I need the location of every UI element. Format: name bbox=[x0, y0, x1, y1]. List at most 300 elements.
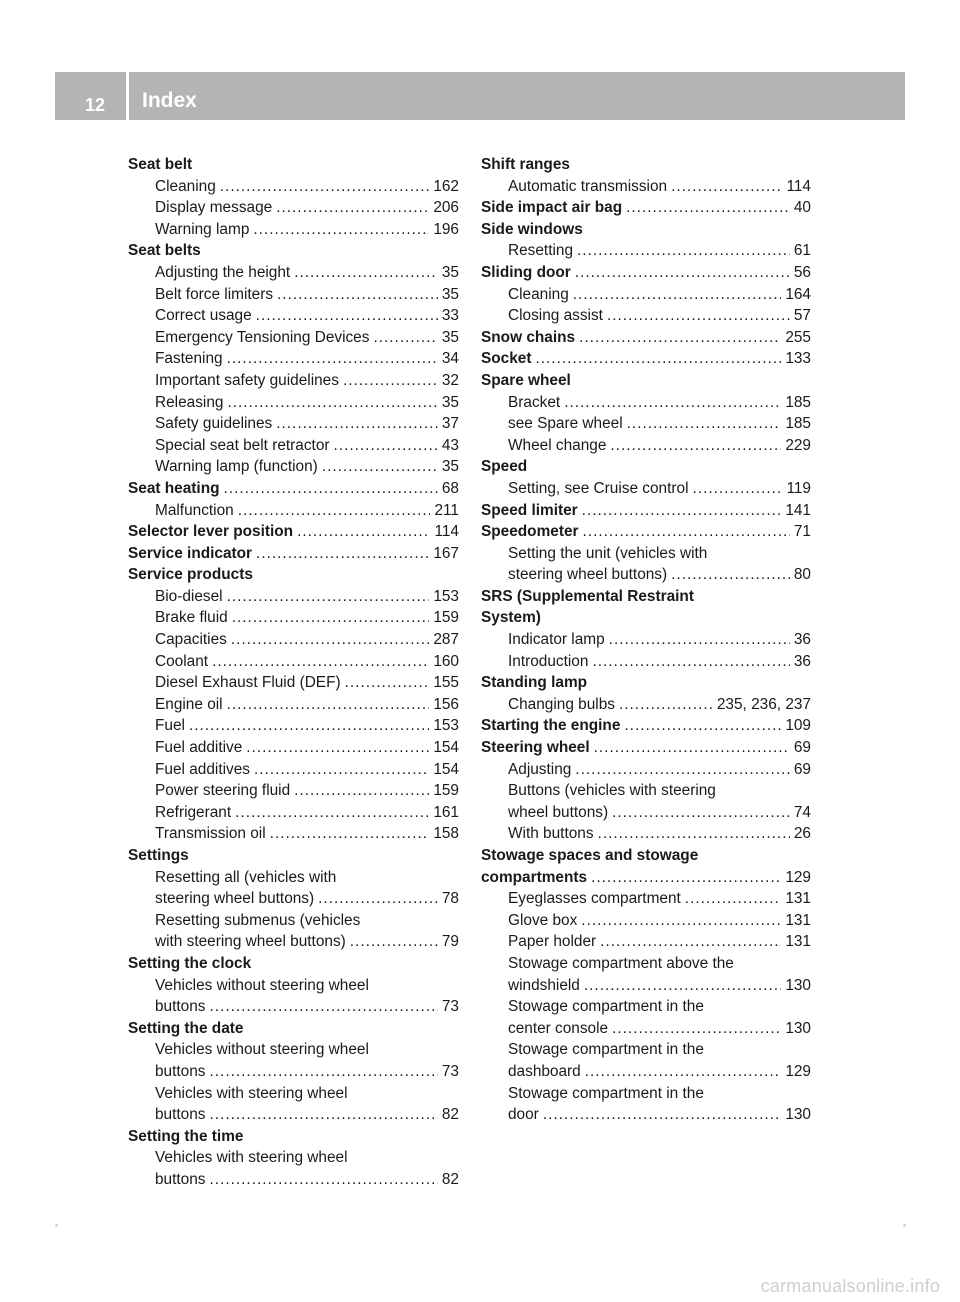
index-subentry bbox=[481, 975, 811, 997]
index-entry bbox=[481, 737, 811, 759]
index-subentry bbox=[128, 1104, 459, 1126]
index-subentry bbox=[481, 759, 811, 781]
index-entry bbox=[481, 456, 811, 478]
page-reference: 43 bbox=[441, 436, 459, 454]
dot-leader bbox=[543, 1104, 782, 1126]
dot-leader bbox=[210, 1061, 438, 1083]
index-entry bbox=[481, 500, 811, 522]
index-subentry bbox=[481, 1018, 811, 1040]
index-subentry bbox=[128, 1169, 459, 1191]
entry-text: Coolant bbox=[155, 652, 209, 670]
page-header bbox=[55, 72, 905, 120]
dot-leader bbox=[573, 284, 782, 306]
index-subentry bbox=[128, 737, 459, 759]
dot-leader bbox=[277, 284, 438, 306]
entry-text: Fuel additive bbox=[155, 739, 243, 757]
entry-text: System) bbox=[481, 609, 541, 627]
index-column-left bbox=[128, 154, 459, 1191]
index-subentry bbox=[481, 910, 811, 932]
page-reference: 160 bbox=[433, 652, 459, 670]
entry-text: Buttons (vehicles with steering bbox=[508, 782, 716, 800]
page-reference: 109 bbox=[785, 717, 811, 735]
dot-leader bbox=[535, 348, 781, 370]
index-entry bbox=[481, 154, 811, 176]
index-entry bbox=[128, 154, 459, 176]
dot-leader bbox=[224, 478, 438, 500]
page-reference: 73 bbox=[441, 1062, 459, 1080]
dot-leader bbox=[297, 521, 430, 543]
entry-text: with steering wheel buttons) bbox=[155, 933, 346, 951]
index-subentry bbox=[481, 931, 811, 953]
page-reference: 211 bbox=[434, 501, 459, 519]
index-subentry bbox=[128, 456, 459, 478]
index-subentry bbox=[128, 348, 459, 370]
entry-text: Wheel change bbox=[508, 436, 607, 454]
dot-leader bbox=[322, 456, 438, 478]
index-subentry bbox=[481, 780, 811, 802]
entry-text: Capacities bbox=[155, 631, 227, 649]
index-subentry bbox=[128, 1147, 459, 1169]
index-subentry bbox=[128, 284, 459, 306]
index-subentry bbox=[128, 262, 459, 284]
entry-text: dashboard bbox=[508, 1062, 581, 1080]
index-subentry bbox=[481, 651, 811, 673]
entry-text: Eyeglasses compartment bbox=[508, 890, 681, 908]
index-subentry bbox=[128, 715, 459, 737]
index-subentry bbox=[128, 931, 459, 953]
entry-text: Starting the engine bbox=[481, 717, 621, 735]
index-subentry bbox=[128, 823, 459, 845]
entry-text: Brake fluid bbox=[155, 609, 228, 627]
index-entry bbox=[481, 370, 811, 392]
entry-text: door bbox=[508, 1106, 539, 1124]
page-reference: 35 bbox=[441, 393, 459, 411]
index-subentry bbox=[128, 413, 459, 435]
index-entry bbox=[481, 867, 811, 889]
page-reference: 235, 236, 237 bbox=[716, 695, 811, 713]
dot-leader bbox=[256, 543, 429, 565]
page-reference: 255 bbox=[785, 328, 811, 346]
dot-leader bbox=[276, 197, 429, 219]
entry-text: buttons bbox=[155, 1170, 206, 1188]
page-reference: 154 bbox=[433, 760, 459, 778]
entry-text: Stowage compartment in the bbox=[508, 998, 704, 1016]
page-reference: 129 bbox=[785, 868, 811, 886]
dot-leader bbox=[227, 694, 430, 716]
dot-leader bbox=[626, 197, 790, 219]
entry-text: Vehicles without steering wheel bbox=[155, 976, 369, 994]
index-subentry bbox=[481, 240, 811, 262]
dot-leader bbox=[256, 305, 438, 327]
index-subentry bbox=[481, 1104, 811, 1126]
entry-text: Bio-diesel bbox=[155, 587, 223, 605]
entry-text: Vehicles with steering wheel bbox=[155, 1149, 348, 1167]
dot-leader bbox=[693, 478, 783, 500]
page-reference: 34 bbox=[441, 350, 459, 368]
page-reference: 131 bbox=[785, 911, 811, 929]
entry-text: Display message bbox=[155, 199, 273, 217]
entry-text: Side windows bbox=[481, 220, 583, 238]
dot-leader bbox=[609, 629, 790, 651]
entry-text: Resetting bbox=[508, 242, 574, 260]
index-subentry bbox=[481, 543, 811, 565]
entry-text: Stowage compartment above the bbox=[508, 954, 734, 972]
dot-leader bbox=[612, 802, 790, 824]
index-subentry bbox=[128, 759, 459, 781]
entry-text: Vehicles with steering wheel bbox=[155, 1084, 348, 1102]
index-entry bbox=[481, 219, 811, 241]
entry-text: see Spare wheel bbox=[508, 415, 623, 433]
entry-text: Seat heating bbox=[128, 479, 220, 497]
dot-leader bbox=[318, 888, 438, 910]
header-divider bbox=[126, 72, 129, 120]
page-reference: 159 bbox=[433, 609, 459, 627]
entry-text: Service products bbox=[128, 566, 253, 584]
dot-leader bbox=[600, 931, 781, 953]
dot-leader bbox=[238, 500, 431, 522]
page-reference: 71 bbox=[793, 523, 811, 541]
entry-text: Emergency Tensioning Devices bbox=[155, 328, 370, 346]
page-reference: 57 bbox=[793, 307, 811, 325]
dot-leader bbox=[246, 737, 429, 759]
page-reference: 82 bbox=[441, 1106, 459, 1124]
index-subentry bbox=[481, 1083, 811, 1105]
page-reference: 35 bbox=[441, 458, 459, 476]
entry-text: Standing lamp bbox=[481, 674, 588, 692]
dot-leader bbox=[231, 629, 429, 651]
entry-text: Transmission oil bbox=[155, 825, 266, 843]
entry-text: Cleaning bbox=[508, 285, 569, 303]
page-reference: 36 bbox=[793, 631, 811, 649]
entry-text: Belt force limiters bbox=[155, 285, 274, 303]
index-subentry bbox=[128, 219, 459, 241]
dot-leader bbox=[577, 240, 790, 262]
index-entry bbox=[481, 607, 811, 629]
dot-leader bbox=[564, 392, 781, 414]
entry-text: Stowage compartment in the bbox=[508, 1084, 704, 1102]
index-subentry bbox=[481, 176, 811, 198]
dot-leader bbox=[253, 219, 429, 241]
page-reference: 68 bbox=[441, 479, 459, 497]
index-subentry bbox=[481, 564, 811, 586]
entry-text: compartments bbox=[481, 868, 588, 886]
entry-text: Fastening bbox=[155, 350, 223, 368]
index-subentry bbox=[128, 651, 459, 673]
entry-text: Changing bulbs bbox=[508, 695, 615, 713]
page-reference: 287 bbox=[433, 631, 459, 649]
watermark: carmanualsonline.info bbox=[760, 1276, 940, 1296]
entry-text: Resetting submenus (vehicles bbox=[155, 911, 361, 929]
index-entry bbox=[481, 348, 811, 370]
entry-text: Setting the clock bbox=[128, 954, 252, 972]
page-reference: 155 bbox=[433, 674, 459, 692]
entry-text: Service indicator bbox=[128, 544, 253, 562]
index-subentry bbox=[128, 996, 459, 1018]
entry-text: Releasing bbox=[155, 393, 224, 411]
entry-text: Stowage spaces and stowage bbox=[481, 847, 699, 864]
dot-leader bbox=[212, 651, 429, 673]
index-entry bbox=[128, 543, 459, 565]
page-reference: 36 bbox=[793, 652, 811, 670]
index-subentry bbox=[128, 1083, 459, 1105]
index-entry bbox=[481, 845, 811, 867]
index-subentry bbox=[128, 370, 459, 392]
dot-leader bbox=[685, 888, 782, 910]
index-entry bbox=[481, 672, 811, 694]
entry-text: Automatic transmission bbox=[508, 177, 668, 195]
page-reference: 153 bbox=[433, 717, 459, 735]
index-entry bbox=[481, 262, 811, 284]
entry-text: Speedometer bbox=[481, 523, 579, 541]
index-subentry bbox=[481, 305, 811, 327]
index-subentry bbox=[481, 823, 811, 845]
entry-text: Settings bbox=[128, 847, 189, 864]
page-reference: 164 bbox=[785, 285, 811, 303]
entry-text: buttons bbox=[155, 1106, 206, 1124]
page-reference: 141 bbox=[785, 501, 811, 519]
page-title: Index bbox=[142, 89, 197, 112]
entry-text: Malfunction bbox=[155, 501, 234, 519]
index-subentry bbox=[128, 327, 459, 349]
dot-leader bbox=[210, 1104, 438, 1126]
entry-text: Shift ranges bbox=[481, 156, 570, 173]
index-entry bbox=[128, 1018, 459, 1040]
dot-leader bbox=[585, 1061, 782, 1083]
entry-text: windshield bbox=[508, 976, 580, 994]
entry-text: Socket bbox=[481, 350, 532, 368]
page-reference: 78 bbox=[441, 890, 459, 908]
page-reference: 69 bbox=[793, 739, 811, 757]
dot-leader bbox=[579, 327, 781, 349]
index-entry bbox=[481, 327, 811, 349]
page-reference: 159 bbox=[433, 782, 459, 800]
entry-text: Sliding door bbox=[481, 263, 571, 281]
page-reference: 35 bbox=[441, 328, 459, 346]
entry-text: Adjusting bbox=[508, 760, 572, 778]
page-reference: 82 bbox=[441, 1170, 459, 1188]
page-reference: 56 bbox=[793, 263, 811, 281]
page-reference: 114 bbox=[434, 523, 459, 541]
index-subentry bbox=[128, 500, 459, 522]
entry-text: Safety guidelines bbox=[155, 415, 273, 433]
page-reference: 130 bbox=[785, 1019, 811, 1037]
entry-text: Setting the time bbox=[128, 1127, 244, 1145]
index-subentry bbox=[128, 910, 459, 932]
entry-text: Resetting all (vehicles with bbox=[155, 868, 337, 886]
entry-text: steering wheel buttons) bbox=[508, 566, 668, 584]
entry-text: Power steering fluid bbox=[155, 782, 291, 800]
page-reference: 114 bbox=[786, 177, 811, 195]
index-subentry bbox=[128, 176, 459, 198]
page-reference: 131 bbox=[785, 933, 811, 951]
entry-text: Important safety guidelines bbox=[155, 371, 339, 389]
page-reference: 162 bbox=[433, 177, 459, 195]
dot-leader bbox=[592, 651, 789, 673]
index-entry bbox=[481, 197, 811, 219]
page-reference: 35 bbox=[441, 285, 459, 303]
index-subentry bbox=[481, 478, 811, 500]
dot-leader bbox=[607, 305, 790, 327]
dot-leader bbox=[591, 867, 781, 889]
index-subentry bbox=[128, 1039, 459, 1061]
dot-leader bbox=[345, 672, 430, 694]
index-subentry bbox=[481, 996, 811, 1018]
dot-leader bbox=[294, 262, 438, 284]
page-reference: 156 bbox=[433, 695, 459, 713]
page-reference: 167 bbox=[433, 544, 459, 562]
index-entry bbox=[481, 521, 811, 543]
entry-text: With buttons bbox=[508, 825, 594, 843]
dot-leader bbox=[582, 500, 782, 522]
entry-text: buttons bbox=[155, 998, 206, 1016]
index-entry bbox=[128, 478, 459, 500]
dot-leader bbox=[220, 176, 430, 198]
corner-mark bbox=[903, 1224, 906, 1227]
entry-text: Fuel bbox=[155, 717, 185, 735]
page-reference: 79 bbox=[441, 933, 459, 951]
page-reference: 158 bbox=[433, 825, 459, 843]
index-entry bbox=[128, 845, 459, 867]
index-entry bbox=[128, 521, 459, 543]
index-subentry bbox=[481, 694, 811, 716]
dot-leader bbox=[210, 1169, 438, 1191]
index-subentry bbox=[128, 1061, 459, 1083]
entry-text: buttons bbox=[155, 1062, 206, 1080]
entry-text: Setting the date bbox=[128, 1019, 244, 1037]
index-subentry bbox=[128, 586, 459, 608]
page-reference: 229 bbox=[785, 436, 811, 454]
entry-text: Indicator lamp bbox=[508, 631, 605, 649]
page-reference: 131 bbox=[785, 890, 811, 908]
page-reference: 74 bbox=[793, 803, 811, 821]
page-reference: 153 bbox=[433, 587, 459, 605]
dot-leader bbox=[584, 975, 781, 997]
dot-leader bbox=[610, 435, 781, 457]
index-subentry bbox=[128, 780, 459, 802]
dot-leader bbox=[189, 715, 429, 737]
index-column-right bbox=[481, 154, 811, 1126]
page-reference: 154 bbox=[433, 739, 459, 757]
index-subentry bbox=[128, 607, 459, 629]
index-subentry bbox=[128, 305, 459, 327]
index-subentry bbox=[128, 672, 459, 694]
dot-leader bbox=[294, 780, 429, 802]
dot-leader bbox=[227, 348, 438, 370]
entry-text: Speed bbox=[481, 458, 528, 476]
page-reference: 130 bbox=[785, 976, 811, 994]
page-reference: 119 bbox=[786, 479, 811, 497]
dot-leader bbox=[276, 413, 438, 435]
dot-leader bbox=[227, 392, 437, 414]
page-reference: 37 bbox=[441, 415, 459, 433]
page-reference: 129 bbox=[785, 1062, 811, 1080]
page-reference: 185 bbox=[785, 415, 811, 433]
page-reference: 133 bbox=[785, 350, 811, 368]
dot-leader bbox=[235, 802, 429, 824]
entry-text: Setting the unit (vehicles with bbox=[508, 544, 708, 562]
corner-mark bbox=[55, 1224, 58, 1227]
index-subentry bbox=[128, 694, 459, 716]
page-number: 12 bbox=[85, 95, 106, 115]
entry-text: Paper holder bbox=[508, 933, 597, 951]
entry-text: Seat belts bbox=[128, 242, 201, 260]
entry-text: Spare wheel bbox=[481, 371, 571, 389]
page-reference: 206 bbox=[433, 199, 459, 217]
entry-text: Speed limiter bbox=[481, 501, 578, 519]
dot-leader bbox=[350, 931, 438, 953]
index-subentry bbox=[481, 888, 811, 910]
entry-text: center console bbox=[508, 1019, 609, 1037]
entry-text: Seat belt bbox=[128, 156, 193, 173]
index-entry bbox=[128, 240, 459, 262]
entry-text: SRS (Supplemental Restraint bbox=[481, 587, 694, 605]
entry-text: Engine oil bbox=[155, 695, 223, 713]
index-entry bbox=[481, 715, 811, 737]
dot-leader bbox=[343, 370, 438, 392]
page-reference: 26 bbox=[793, 825, 811, 843]
entry-text: Closing assist bbox=[508, 307, 603, 325]
index-subentry bbox=[128, 802, 459, 824]
dot-leader bbox=[612, 1018, 781, 1040]
index-subentry bbox=[128, 888, 459, 910]
page-reference: 35 bbox=[441, 263, 459, 281]
entry-text: Vehicles without steering wheel bbox=[155, 1041, 369, 1059]
page-reference: 40 bbox=[793, 199, 811, 217]
dot-leader bbox=[624, 715, 781, 737]
page-reference: 32 bbox=[441, 371, 459, 389]
index-subentry bbox=[128, 197, 459, 219]
dot-leader bbox=[210, 996, 438, 1018]
index-subentry bbox=[128, 435, 459, 457]
dot-leader bbox=[232, 607, 430, 629]
entry-text: Warning lamp bbox=[155, 220, 250, 238]
entry-text: Steering wheel bbox=[481, 739, 590, 757]
dot-leader bbox=[594, 737, 790, 759]
entry-text: Adjusting the height bbox=[155, 263, 291, 281]
index-subentry bbox=[128, 392, 459, 414]
entry-text: Glove box bbox=[508, 911, 578, 929]
entry-text: wheel buttons) bbox=[508, 803, 609, 821]
entry-text: Warning lamp (function) bbox=[155, 458, 318, 476]
entry-text: steering wheel buttons) bbox=[155, 890, 315, 908]
dot-leader bbox=[671, 564, 790, 586]
entry-text: Diesel Exhaust Fluid (DEF) bbox=[155, 674, 341, 692]
index-subentry bbox=[481, 1039, 811, 1061]
page-reference: 61 bbox=[793, 242, 811, 260]
entry-text: Bracket bbox=[508, 393, 561, 411]
dot-leader bbox=[598, 823, 790, 845]
page-reference: 33 bbox=[441, 307, 459, 325]
page-reference: 185 bbox=[785, 393, 811, 411]
index-entry bbox=[128, 1126, 459, 1148]
entry-text: Fuel additives bbox=[155, 760, 250, 778]
dot-leader bbox=[671, 176, 782, 198]
entry-text: Selector lever position bbox=[128, 523, 294, 541]
entry-text: Side impact air bag bbox=[481, 199, 623, 217]
page-reference: 196 bbox=[433, 220, 459, 238]
index-subentry bbox=[481, 1061, 811, 1083]
dot-leader bbox=[575, 759, 790, 781]
dot-leader bbox=[583, 521, 790, 543]
entry-text: Special seat belt retractor bbox=[155, 436, 330, 454]
entry-text: Correct usage bbox=[155, 307, 252, 325]
entry-text: Introduction bbox=[508, 652, 589, 670]
page-reference: 73 bbox=[441, 998, 459, 1016]
index-subentry bbox=[481, 629, 811, 651]
index-subentry bbox=[481, 413, 811, 435]
index-subentry bbox=[128, 629, 459, 651]
dot-leader bbox=[227, 586, 430, 608]
